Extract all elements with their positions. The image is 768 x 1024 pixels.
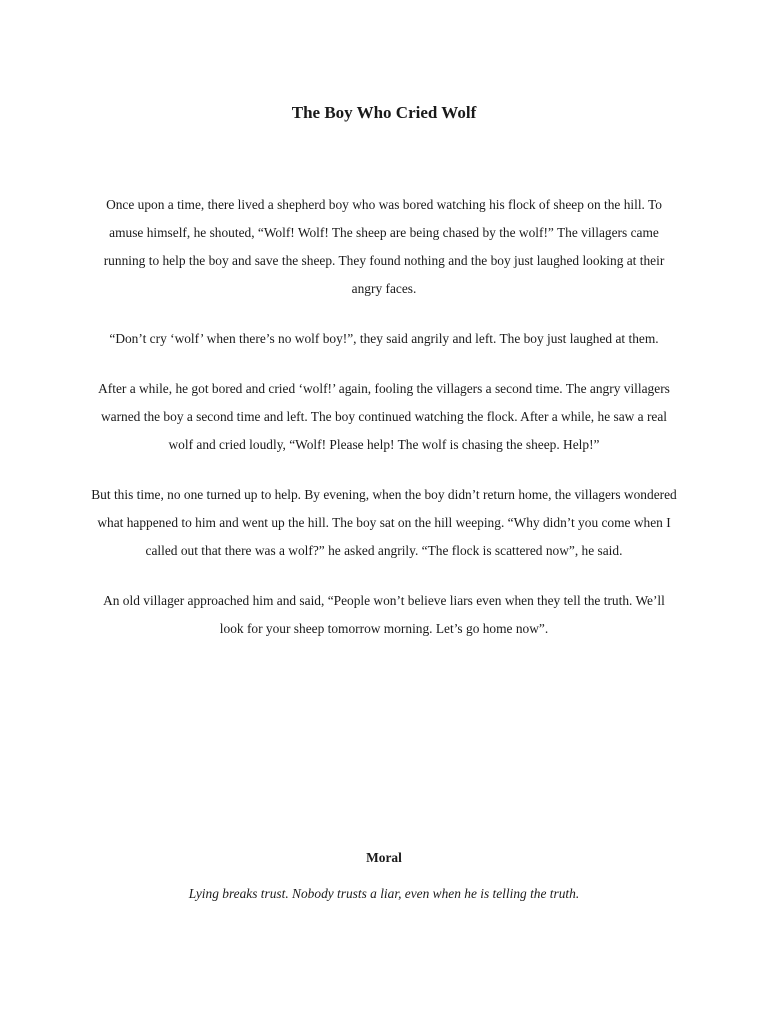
story-paragraph: After a while, he got bored and cried ‘wolf!’ again, fooling the villagers a second time. The angry villagers warned the boy a second time and left. The boy continued watching the flock. After a while, he saw a real wolf and cried loudly, “Wolf! Please help! The wolf is chasing the sheep. Help!”: [98, 381, 670, 452]
story-paragraph: Once upon a time, there lived a shepherd boy who was bored watching his flock of sheep on the hill. To amuse himself, he shouted, “Wolf! Wolf! The sheep are being chased by the wolf!” The villagers came running to help the boy and save the sheep. They found nothing and the boy just laughed looking at their angry faces.: [103, 197, 665, 296]
story-paragraph: “Don’t cry ‘wolf’ when there’s no wolf boy!”, they said angrily and left. The boy just laughed at them.: [109, 331, 659, 346]
page-title: The Boy Who Cried Wolf: [291, 103, 477, 122]
story-body: [90, 191, 678, 665]
story-paragraph: An old villager approached him and said, “People won’t believe liars even when they tell the truth. We’ll look for your sheep tomorrow morning. Let’s go home now”.: [103, 593, 665, 636]
moral-heading: Moral: [366, 850, 402, 865]
moral-text: Lying breaks trust. Nobody trusts a liar, even when he is telling the truth.: [188, 886, 580, 901]
story-paragraph: But this time, no one turned up to help. By evening, when the boy didn’t return home, the villagers wondered what happened to him and went up the hill. The boy sat on the hill weeping. “Why didn’t you come when I called out that there was a wolf?” he asked angrily. “The flock is scattered now”, he said.: [91, 487, 677, 558]
